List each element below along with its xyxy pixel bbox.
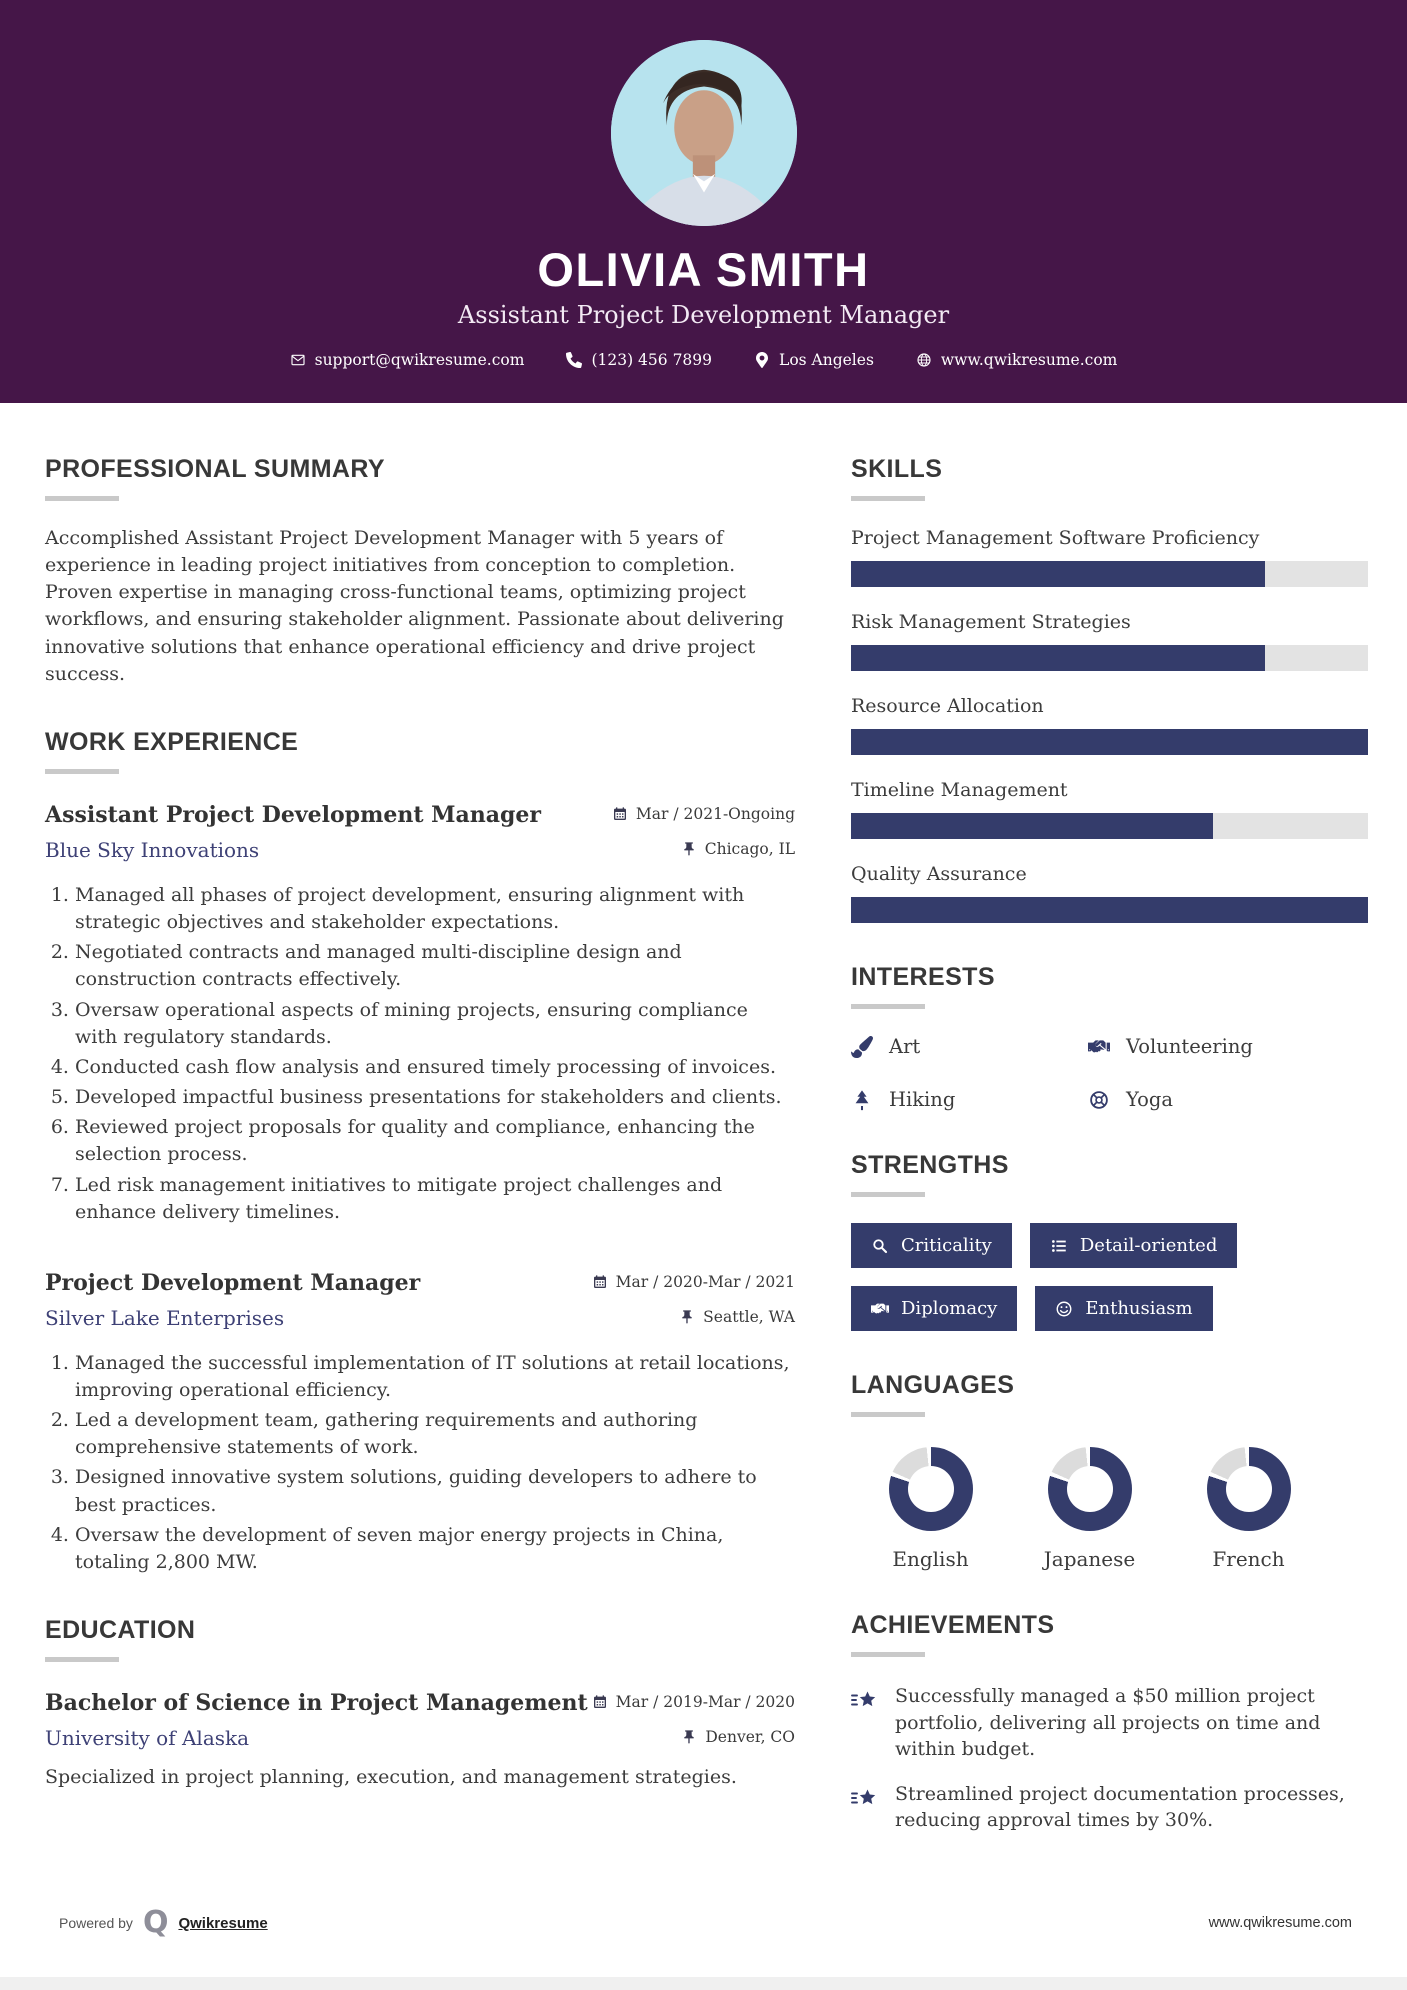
interests-grid <box>851 1035 1368 1111</box>
skill-item <box>851 779 1368 839</box>
job1-dates-text: Mar / 2021-Ongoing <box>635 804 795 823</box>
job2-company-row <box>45 1296 795 1330</box>
phone-icon <box>566 352 582 368</box>
job1-location-text: Chicago, IL <box>704 839 795 858</box>
job-entry-2 <box>45 1270 795 1576</box>
paintbrush-icon <box>851 1036 873 1058</box>
job-bullet: 3. Oversaw operational aspects of mining projects, ensuring compliance with regulatory standards. <box>75 997 795 1051</box>
shooting-star-icon <box>851 1687 879 1715</box>
job-bullet: 4. Conducted cash flow analysis and ensured timely processing of invoices. <box>75 1054 795 1081</box>
pushpin-icon <box>679 1309 695 1325</box>
calendar-icon <box>592 1274 608 1290</box>
job-entry-1 <box>45 802 795 1226</box>
skill-item <box>851 863 1368 923</box>
language-donut <box>889 1447 973 1531</box>
section-heading-languages: LANGUAGES <box>851 1371 1368 1417</box>
job-bullet: 6. Reviewed project proposals for quality and compliance, enhancing the selection process. <box>75 1114 795 1168</box>
languages-row <box>851 1447 1368 1571</box>
section-heading-skills: SKILLS <box>851 455 1368 501</box>
achievement-text: Streamlined project documentation processes, reducing approval times by 30%. <box>895 1782 1345 1832</box>
calendar-icon <box>612 806 628 822</box>
donut-hole <box>1226 1466 1272 1512</box>
contact-email[interactable] <box>290 351 525 369</box>
achievement-item <box>851 1683 1368 1763</box>
interest-label: Volunteering <box>1126 1035 1253 1058</box>
strength-label: Detail-oriented <box>1079 1235 1218 1256</box>
job1-company-row <box>45 828 795 862</box>
job2-location-text: Seattle, WA <box>703 1307 795 1326</box>
strength-badges <box>851 1223 1331 1331</box>
skill-bar-track <box>851 729 1368 755</box>
education-school: University of Alaska <box>45 1726 250 1751</box>
contact-phone-text: (123) 456 7899 <box>591 351 713 369</box>
section-heading-education: EDUCATION <box>45 1616 795 1662</box>
strength-badge-detail-oriented <box>1030 1223 1238 1268</box>
footer <box>59 1905 1352 1940</box>
pushpin-icon <box>681 841 697 857</box>
interest-label: Yoga <box>1126 1088 1174 1111</box>
job1-bullet-list <box>45 882 795 1226</box>
contact-location[interactable] <box>754 351 874 369</box>
interests-section <box>851 963 1368 1111</box>
footer-url: www.qwikresume.com <box>1208 1915 1352 1931</box>
achievements-section <box>851 1611 1368 1834</box>
list-icon <box>1050 1237 1068 1255</box>
education-school-row <box>45 1716 795 1750</box>
location-pin-icon <box>754 352 770 368</box>
job2-dates-text: Mar / 2020-Mar / 2021 <box>615 1272 795 1291</box>
contact-phone[interactable] <box>566 351 712 369</box>
smiley-icon <box>1055 1300 1073 1318</box>
job2-title: Project Development Manager <box>45 1269 421 1296</box>
job1-title: Assistant Project Development Manager <box>45 801 541 828</box>
contact-location-text: Los Angeles <box>779 351 874 369</box>
language-japanese <box>1010 1447 1169 1571</box>
interest-label: Hiking <box>889 1088 956 1111</box>
skill-bar-fill <box>851 645 1265 671</box>
job-bullet: 2. Negotiated contracts and managed multi-discipline design and construction contracts effectively. <box>75 939 795 993</box>
person-job-title: Assistant Project Development Manager <box>457 301 950 329</box>
wheel-icon <box>1088 1089 1110 1111</box>
skill-item <box>851 695 1368 755</box>
education-location <box>681 1728 795 1746</box>
calendar-icon <box>592 1694 608 1710</box>
job-bullet: 1. Managed all phases of project development, ensuring alignment with strategic objectives and stakeholder expectations. <box>75 882 795 936</box>
donut-hole <box>1067 1466 1113 1512</box>
tree-icon <box>851 1089 873 1111</box>
envelope-icon <box>290 352 306 368</box>
skill-bar-fill <box>851 729 1368 755</box>
interest-hiking <box>851 1088 1088 1111</box>
skill-label: Timeline Management <box>851 779 1068 801</box>
contact-website-text: www.qwikresume.com <box>940 351 1118 369</box>
page-bottom-strip <box>0 1977 1407 1990</box>
strength-badge-enthusiasm <box>1035 1286 1212 1331</box>
language-french <box>1169 1447 1328 1571</box>
summary-text: Accomplished Assistant Project Development Manager with 5 years of experience in leading project initiatives from conception to completion. Proven expertise in managing cross-functional teams, optimizing project workflows, and ensuring stakeholder alignment. Passionate about delivering innovative solutions that enhance operational efficiency and drive project success. <box>45 527 784 685</box>
languages-section <box>851 1371 1368 1571</box>
footer-brand-group <box>59 1905 268 1940</box>
skill-bar-track <box>851 813 1368 839</box>
job-bullet: 7. Led risk management initiatives to mitigate project challenges and enhance delivery timelines. <box>75 1172 795 1226</box>
job-bullet: 1. Managed the successful implementation of IT solutions at retail locations, improving operational efficiency. <box>75 1350 795 1404</box>
education-dates-text: Mar / 2019-Mar / 2020 <box>615 1693 795 1712</box>
achievement-item <box>851 1781 1368 1834</box>
education-degree: Bachelor of Science in Project Management <box>45 1690 588 1717</box>
language-donut <box>1048 1447 1132 1531</box>
left-column <box>45 455 795 1874</box>
language-label: Japanese <box>1043 1547 1136 1571</box>
skills-section <box>851 455 1368 923</box>
section-heading-achievements: ACHIEVEMENTS <box>851 1611 1368 1657</box>
education-section <box>45 1616 795 1791</box>
language-donut <box>1207 1447 1291 1531</box>
skill-item <box>851 611 1368 671</box>
section-heading-work-experience: WORK EXPERIENCE <box>45 728 795 774</box>
education-title-row <box>45 1690 795 1716</box>
strengths-section <box>851 1151 1368 1331</box>
education-dates <box>592 1693 795 1711</box>
donut-hole <box>908 1466 954 1512</box>
job1-dates <box>612 805 795 823</box>
strength-badge-diplomacy <box>851 1286 1017 1331</box>
strength-label: Criticality <box>901 1235 992 1256</box>
job2-dates <box>592 1273 795 1291</box>
job-bullet: 2. Led a development team, gathering requirements and authoring comprehensive statements of work. <box>75 1407 795 1461</box>
section-heading-interests: INTERESTS <box>851 963 1368 1009</box>
interest-yoga <box>1088 1088 1368 1111</box>
magnifier-icon <box>871 1237 889 1255</box>
right-column <box>851 455 1368 1874</box>
pushpin-icon <box>681 1729 697 1745</box>
professional-summary-section <box>45 455 795 688</box>
contact-row <box>290 351 1118 369</box>
skill-bar-fill <box>851 561 1265 587</box>
skills-list <box>851 527 1368 923</box>
section-heading-strengths: STRENGTHS <box>851 1151 1368 1197</box>
job2-company: Silver Lake Enterprises <box>45 1305 285 1330</box>
interest-volunteering <box>1088 1035 1368 1058</box>
person-name: OLIVIA SMITH <box>537 243 870 296</box>
education-note: Specialized in project planning, execution, and management strategies. <box>45 1766 737 1789</box>
handshake-icon <box>871 1300 889 1318</box>
job1-location <box>681 840 795 858</box>
contact-email-text: support@qwikresume.com <box>314 351 525 369</box>
qwikresume-link[interactable]: Qwikresume <box>178 1914 268 1932</box>
avatar <box>611 40 797 226</box>
contact-website[interactable] <box>916 351 1117 369</box>
job-bullet: 3. Designed innovative system solutions, guiding developers to adhere to best practices. <box>75 1464 795 1518</box>
skill-label: Project Management Software Proficiency <box>851 527 1260 549</box>
handshake-icon <box>1088 1036 1110 1058</box>
achievement-text: Successfully managed a $50 million project portfolio, delivering all projects on time and within budget. <box>895 1685 1321 1761</box>
work-experience-section <box>45 728 795 1576</box>
job2-title-row <box>45 1270 795 1296</box>
education-entry <box>45 1690 795 1791</box>
interest-art <box>851 1035 1088 1058</box>
header <box>0 0 1407 403</box>
skill-label: Quality Assurance <box>851 863 1027 885</box>
globe-icon <box>916 352 932 368</box>
skill-label: Resource Allocation <box>851 695 1044 717</box>
profile-photo <box>611 40 797 226</box>
qwikresume-logo-icon: Q <box>142 1905 169 1940</box>
skill-bar-track <box>851 561 1368 587</box>
section-heading-professional-summary: PROFESSIONAL SUMMARY <box>45 455 795 501</box>
strength-label: Enthusiasm <box>1085 1298 1193 1319</box>
strength-badge-criticality <box>851 1223 1012 1268</box>
job-bullet: 4. Oversaw the development of seven major energy projects in China, totaling 2,800 MW. <box>75 1522 795 1576</box>
shooting-star-icon <box>851 1785 879 1813</box>
skill-bar-fill <box>851 897 1368 923</box>
strength-label: Diplomacy <box>901 1298 998 1319</box>
powered-by-label: Powered by <box>59 1915 133 1931</box>
job2-bullet-list <box>45 1350 795 1576</box>
skill-bar-track <box>851 897 1368 923</box>
job-bullet: 5. Developed impactful business presentations for stakeholders and clients. <box>75 1084 795 1111</box>
skill-bar-track <box>851 645 1368 671</box>
job1-company: Blue Sky Innovations <box>45 837 260 862</box>
skill-bar-fill <box>851 813 1213 839</box>
skill-label: Risk Management Strategies <box>851 611 1131 633</box>
language-label: French <box>1212 1547 1285 1571</box>
education-location-text: Denver, CO <box>705 1728 795 1747</box>
main-content <box>0 403 1407 1874</box>
job1-title-row <box>45 802 795 828</box>
language-english <box>851 1447 1010 1571</box>
language-label: English <box>892 1547 969 1571</box>
interest-label: Art <box>889 1035 921 1058</box>
skill-item <box>851 527 1368 587</box>
job2-location <box>679 1308 795 1326</box>
